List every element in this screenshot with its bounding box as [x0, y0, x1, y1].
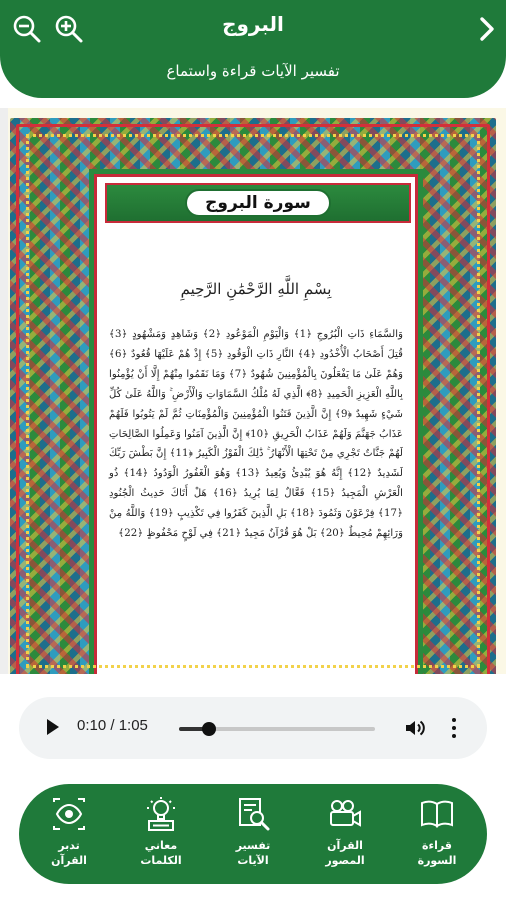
page-title: البروج — [222, 12, 284, 36]
nav-label: معاني الكلمات — [140, 839, 182, 867]
play-icon[interactable] — [47, 719, 59, 735]
header-bar — [0, 0, 506, 98]
bismillah: بِسْمِ اللَّهِ الرَّحْمَٰنِ الرَّحِيمِ — [180, 280, 332, 298]
volume-icon[interactable] — [403, 716, 427, 740]
audio-seek-bar[interactable] — [179, 727, 375, 731]
nav-item-read-surah[interactable] — [397, 792, 477, 878]
audio-player — [19, 697, 487, 759]
nav-label: القرآن المصور — [325, 839, 365, 867]
verses-text: وَالسَّمَاءِ ذَاتِ الْبُرُوجِ ﴿1﴾ وَالْيَوْمِ الْمَوْعُودِ ﴿2﴾ وَشَاهِدٍ وَمَشْهُودٍ ﴿3﴾ قُتِلَ أَصْحَابُ الْأُخْدُودِ ﴿4﴾ النَّارِ ذَاتِ الْوَقُودِ ﴿5﴾ إِذْ هُمْ عَلَيْهَا قُعُودٌ ﴿6﴾ وَهُمْ عَلَىٰ مَا يَفْعَلُونَ بِالْمُؤْمِنِينَ شُهُودٌ ﴿7﴾ وَمَا نَقَمُوا مِنْهُمْ إِلَّا أَنْ يُؤْمِنُوا بِاللَّهِ الْعَزِيزِ الْحَمِيدِ ﴿8﴾ الَّذِي لَهُ مُلْكُ السَّمَاوَاتِ وَالْأَرْضِ ۚ وَاللَّهُ عَلَىٰ كُلِّ شَيْءٍ شَهِيدٌ ﴿9﴾ إِنَّ الَّذِينَ فَتَنُوا الْمُؤْمِنِينَ وَالْمُؤْمِنَاتِ ثُمَّ لَمْ يَتُوبُوا فَلَهُمْ عَذَابُ جَهَنَّمَ وَلَهُمْ عَذَابُ الْحَرِيقِ ﴿10﴾ إِنَّ الَّذِينَ آمَنُوا وَعَمِلُوا الصَّالِحَاتِ لَهُمْ جَنَّاتٌ تَجْرِي مِنْ تَحْتِهَا الْأَنْهَارُ ۚ ذَٰلِكَ الْفَوْزُ الْكَبِيرُ ﴿11﴾ إِنَّ بَطْشَ رَبِّكَ لَشَدِيدٌ ﴿12﴾ إِنَّهُ هُوَ يُبْدِئُ وَيُعِيدُ ﴿13﴾ وَهُوَ الْغَفُورُ الْوَدُودُ ﴿14﴾ ذُو الْعَرْشِ الْمَجِيدُ ﴿15﴾ فَعَّالٌ لِمَا يُرِيدُ ﴿16﴾ هَلْ أَتَاكَ حَدِيثُ الْجُنُودِ ﴿17﴾ فِرْعَوْنَ وَثَمُودَ ﴿18﴾ بَلِ الَّذِينَ كَفَرُوا فِي تَكْذِيبٍ ﴿19﴾ وَاللَّهُ مِنْ وَرَائِهِمْ مُحِيطٌ ﴿20﴾ بَلْ هُوَ قُرْآنٌ مَجِيدٌ ﴿21﴾ فِي لَوْحٍ مَحْفُوظٍ ﴿22﴾ — [109, 329, 404, 540]
quran-page — [0, 108, 506, 674]
eye-icon — [51, 796, 87, 832]
nav-label: قراءة السورة — [417, 839, 457, 867]
nav-item-word-meanings[interactable] — [121, 792, 201, 878]
nav-item-illustrated-quran[interactable] — [305, 792, 385, 878]
surah-name: سورة البروج — [185, 189, 331, 217]
chevron-right-icon[interactable] — [470, 12, 504, 46]
lightbulb-icon — [143, 796, 179, 832]
ornamental-frame — [10, 118, 496, 674]
nav-item-tafsir[interactable] — [213, 792, 293, 878]
more-vert-icon[interactable] — [451, 718, 457, 738]
nav-label: تفسير الآيات — [235, 839, 271, 867]
open-book-icon — [419, 796, 455, 832]
audio-time: 0:10 / 1:05 — [77, 717, 148, 734]
nav-label: تدبر القرآن — [51, 839, 87, 867]
page-subtitle: تفسير الآيات قراءة واستماع — [166, 62, 340, 80]
video-camera-icon — [327, 796, 363, 832]
bottom-nav — [19, 784, 487, 884]
page-text-area — [94, 174, 418, 674]
audio-seek-thumb[interactable] — [202, 722, 216, 736]
page-edge — [0, 108, 8, 674]
search-book-icon — [235, 796, 271, 832]
surah-banner — [105, 183, 411, 223]
nav-item-tadabbur[interactable] — [29, 792, 109, 878]
